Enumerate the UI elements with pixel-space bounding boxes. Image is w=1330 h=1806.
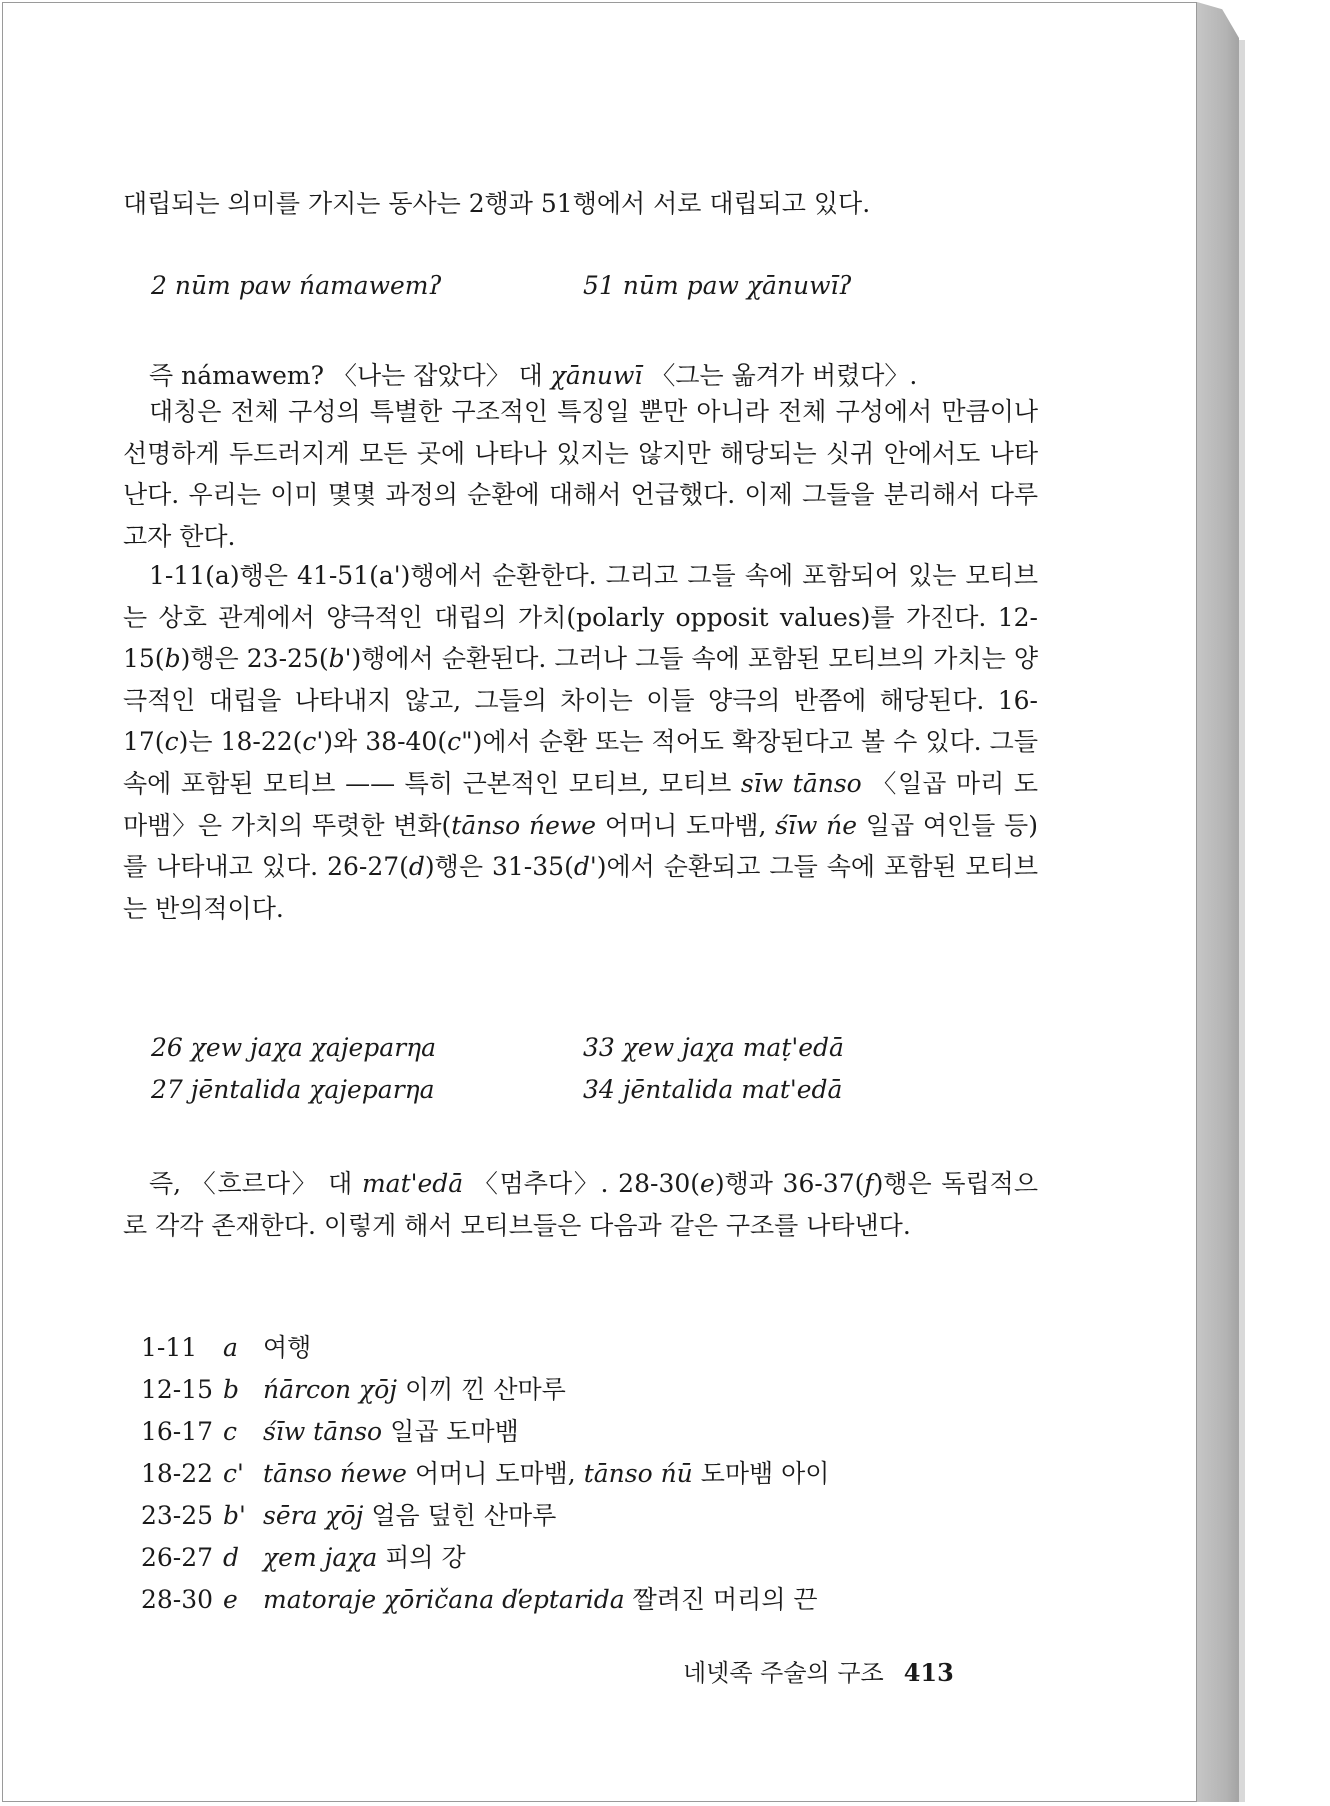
cycles-text: 1-11(a)행은 41-51(a')행에서 순환한다. 그리고 그들 속에 포함되어 있는 모티브는 상호 관계에서 양극적인 대립의 가치(polarly opposit values)를 가진다. 12-15( [123,561,1038,674]
cycles-text: )행은 31-35( [424,852,574,882]
footer-title: 네넷족 주술의 구조 [683,1659,884,1687]
motif-term: tānso ńewe [451,810,597,840]
book-page [2,2,1197,1802]
cycle-letter: c" [447,727,473,757]
motif-letter: a [223,1333,238,1362]
cycle-letter: d' [573,852,597,882]
motif-gloss: 여행 [263,1333,312,1362]
motif-term: ńārcon χōj [263,1375,398,1404]
structure-text: 〈멈추다〉. 28-30( [463,1169,701,1198]
line-range: 26-27 [141,1543,214,1572]
verse-line-33: 33 χew jaχa maṭ'edā [583,1033,844,1062]
cycles-text: )행은 23-25( [180,644,329,674]
cycle-letter: e [700,1169,715,1198]
verse-line-2: 2 nūm pаw ńamawemʔ [151,271,442,300]
list-item [141,1328,311,1370]
motif-gloss: 도마뱀 아이 [700,1459,830,1488]
list-item [141,1412,519,1454]
line-range: 18-22 [141,1459,214,1488]
contrast-text-2: 〈그는 옮겨가 버렸다〉. [642,361,918,390]
list-item [141,1580,818,1622]
motif-term: tānso ńewe [263,1459,407,1488]
paragraph-structure [123,1163,1038,1246]
page-number: 413 [903,1658,954,1687]
motif-gloss: 어머니 도마뱀, [414,1459,584,1488]
motif-gloss: 피의 강 [385,1543,466,1572]
line-range: 28-30 [141,1585,214,1614]
verse-line-26: 26 χew jaχa χajeparηa [151,1033,437,1062]
cycle-letter: d [408,852,425,882]
motif-letter: c [223,1417,238,1446]
motif-gloss: 일곱 도마뱀 [390,1417,519,1446]
list-item [141,1538,466,1580]
verse-line-51: 51 nūm pаw χānuwīʔ [583,271,852,300]
cycles-text: 어머니 도마뱀, [596,810,776,840]
paragraph-intro: 대립되는 의미를 가지는 동사는 2행과 51행에서 서로 대립되고 있다. [123,189,871,218]
motif-gloss: 얼음 덮힌 산마루 [371,1501,557,1530]
cycles-text: )행에서 순환된다. 그러나 그들 속에 포함된 모티브의 가치는 양극적인 대립을 나타내지 않고, 그들의 차이는 이들 양극의 반쯤에 해당된다. 16-17( [123,644,1038,757]
line-range: 12-15 [141,1375,214,1404]
line-range: 23-25 [141,1501,214,1530]
motif-gloss: 이끼 낀 산마루 [404,1375,566,1404]
motif-term: χem jaχa [263,1543,378,1572]
running-footer [683,1653,954,1688]
cycles-text: )에서 순환 또는 적어도 확장된다고 볼 수 있다. 그들 속에 포함된 모티브 —— 특히 근본적인 모티브, 모티브 [123,727,1038,798]
cycles-text: 일곱 여인들 등)를 나타내고 있다. 26-27( [123,810,1038,882]
structure-text: 즉, 〈흐르다〉 대 [149,1169,362,1198]
cycle-letter: f [864,1169,874,1198]
motif-letter: e [223,1585,238,1614]
motif-term: mat'edā [361,1169,464,1198]
cycle-letter: b' [328,644,352,674]
motif-gloss: 짤려진 머리의 끈 [632,1585,818,1614]
motif-term: śīw ńe [775,810,858,840]
cycle-letter: c' [302,727,324,757]
verse-line-34: 34 jēntalida mat'edā [583,1075,843,1104]
line-range: 16-17 [141,1417,214,1446]
motif-term: tānso ńū [583,1459,693,1488]
cycle-letter: c [164,727,179,757]
page-stack-edge [1197,2,1239,1802]
contrast-text-1: 즉 námawem? 〈나는 잡았다〉 대 [149,361,551,390]
motif-letter: b [223,1375,240,1404]
cycles-text: )는 18-22( [178,727,303,757]
verse-line-27: 27 jēntalida χajeparηa [151,1075,435,1104]
list-item [141,1370,566,1412]
page-shadow [1239,40,1245,1802]
paragraph-cycles [123,555,1038,929]
cycle-letter: b [164,644,181,674]
motif-letter: b' [223,1501,246,1530]
contrast-term: χānuwī [550,361,643,390]
structure-text: )행은 독립적으로 각각 존재한다. 이렇게 해서 모티브들은 다음과 같은 구조를 나타낸다. [123,1169,1038,1240]
list-item [141,1454,829,1496]
cycles-text: 〈일곱 마리 도마뱀〉은 가치의 뚜렷한 변화( [123,768,1038,840]
paragraph-symmetry: 대칭은 전체 구성의 특별한 구조적인 특징일 뿐만 아니라 전체 구성에서 만큼이나 선명하게 두드러지게 모든 곳에 나타나 있지는 않지만 해당되는 싯귀 안에서도 나타난다. 우리는 이미 몇몇 과정의 순환에 대해서 언급했다. 이제 그들을 분리해서 다루고자 한다. [123,397,1038,551]
structure-text: )행과 36-37( [714,1169,865,1198]
motif-letter: c' [223,1459,244,1488]
motif-letter: d [223,1543,240,1572]
list-item [141,1496,556,1538]
cycles-text: )와 38-40( [323,727,448,757]
line-range: 1-11 [141,1333,198,1362]
motif-term: sēra χōj [263,1501,364,1530]
motif-term: matoraje χōričana ďeptarida [263,1585,625,1614]
motif-term: śīw tānso [263,1417,383,1446]
motif-term: sīw tānso [740,768,862,798]
cycles-text: )에서 순환되고 그들 속에 포함된 모티브는 반의적이다. [123,852,1038,923]
